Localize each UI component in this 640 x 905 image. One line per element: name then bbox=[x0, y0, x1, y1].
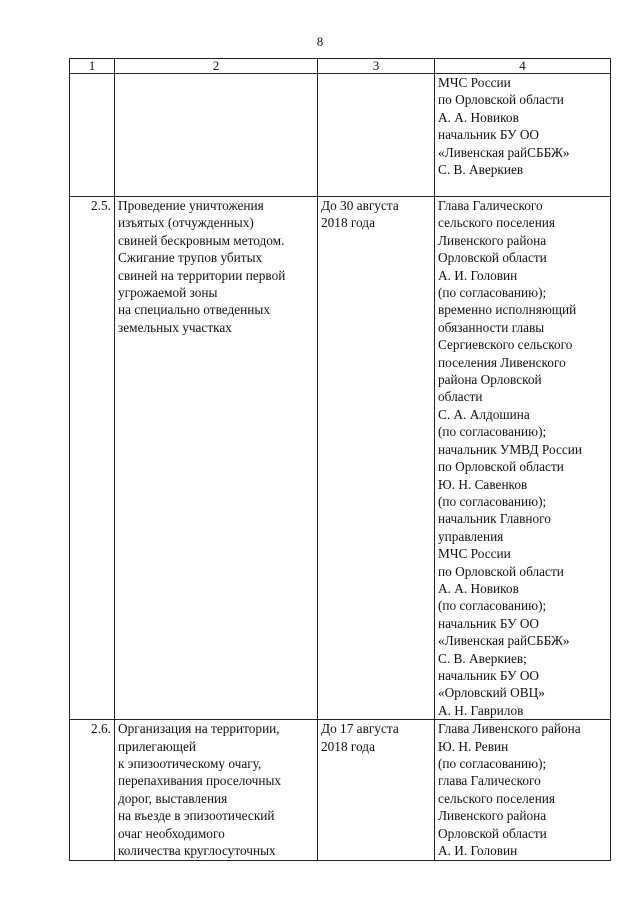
responsible-line: по Орловской области bbox=[438, 459, 564, 475]
table-row bbox=[70, 74, 611, 197]
measure-line: перепахивания проселочных bbox=[118, 773, 282, 789]
deadline-line: 2018 года bbox=[321, 738, 375, 754]
measure-line: количества круглосуточных bbox=[118, 843, 276, 859]
measures-table bbox=[69, 58, 611, 861]
responsible-line: глава Галического bbox=[438, 773, 541, 789]
deadline-cell bbox=[318, 74, 435, 197]
measure-line: свиней на территории первой bbox=[118, 267, 286, 283]
deadline-line: До 17 августа bbox=[321, 721, 399, 737]
measure-cell bbox=[115, 197, 318, 720]
responsible-line: «Ливенская райСББЖ» bbox=[438, 633, 570, 649]
responsible-line: А. И. Головин bbox=[438, 267, 518, 283]
responsible-line: по Орловской области bbox=[438, 563, 564, 579]
responsible-line: начальник УМВД России bbox=[438, 441, 582, 457]
responsible-line: Сергиевского сельского bbox=[438, 337, 573, 353]
deadline-cell bbox=[318, 720, 435, 861]
responsible-line: С. А. Алдошина bbox=[438, 406, 530, 422]
measure-line: дорог, выставления bbox=[118, 790, 228, 806]
responsible-line: Ливенского района bbox=[438, 808, 547, 824]
table-row bbox=[70, 720, 611, 861]
responsible-line: сельского поселения bbox=[438, 215, 556, 231]
row-number-cell: 2.6. bbox=[70, 720, 115, 861]
responsible-line: А. Н. Гаврилов bbox=[438, 702, 524, 718]
responsible-line: по Орловской области bbox=[438, 92, 564, 108]
responsible-cell bbox=[435, 197, 611, 720]
measure-line: угрожаемой зоны bbox=[118, 285, 218, 301]
responsible-line: Ю. Н. Савенков bbox=[438, 476, 528, 492]
responsible-line: «Орловский ОВЦ» bbox=[438, 685, 545, 701]
responsible-line: Ю. Н. Ревин bbox=[438, 738, 509, 754]
column-header: 3 bbox=[318, 59, 435, 74]
responsible-line: МЧС России bbox=[438, 546, 511, 562]
responsible-line: области bbox=[438, 389, 483, 405]
measure-line: Организация на территории, bbox=[118, 721, 280, 737]
responsible-line: «Ливенская райСББЖ» bbox=[438, 144, 570, 160]
responsible-line: начальник БУ ОО bbox=[438, 615, 540, 631]
responsible-line: временно исполняющий bbox=[438, 302, 577, 318]
measure-line: изъятых (отчужденных) bbox=[118, 215, 254, 231]
measure-line: на въезде в эпизоотический bbox=[118, 808, 275, 824]
page-number: 8 bbox=[316, 34, 324, 49]
measure-line: к эпизоотическому очагу, bbox=[118, 756, 262, 771]
responsible-line: (по согласованию); bbox=[438, 756, 547, 771]
measure-cell bbox=[115, 720, 318, 861]
responsible-line: А. А. Новиков bbox=[438, 109, 519, 125]
measure-cell bbox=[115, 74, 318, 197]
deadline-line: До 30 августа bbox=[321, 198, 399, 213]
responsible-line: начальник Главного bbox=[438, 511, 551, 527]
column-header: 2 bbox=[115, 59, 318, 74]
responsible-line: Орловской области bbox=[438, 250, 547, 266]
measure-line: земельных участках bbox=[118, 319, 232, 335]
responsible-line: начальник БУ ОО bbox=[438, 127, 540, 143]
measure-line: на специально отведенных bbox=[118, 302, 270, 318]
responsible-line: МЧС России bbox=[438, 75, 511, 90]
responsible-line: района Орловской bbox=[438, 372, 542, 388]
responsible-cell bbox=[435, 720, 611, 861]
responsible-line: С. В. Аверкиев bbox=[438, 162, 524, 178]
responsible-line: обязанности главы bbox=[438, 319, 545, 335]
responsible-line: (по согласованию); bbox=[438, 493, 547, 509]
row-number-cell: 2.5. bbox=[70, 197, 115, 720]
responsible-line: сельского поселения bbox=[438, 790, 556, 806]
responsible-cell bbox=[435, 74, 611, 197]
row-number-cell bbox=[70, 74, 115, 197]
column-header: 1 bbox=[70, 59, 115, 74]
table-header-row bbox=[70, 59, 611, 74]
responsible-line: А. И. Головин bbox=[438, 843, 518, 859]
responsible-line: (по согласованию); bbox=[438, 285, 547, 301]
responsible-line: управления bbox=[438, 528, 504, 544]
responsible-line: (по согласованию); bbox=[438, 598, 547, 614]
responsible-line: Орловской области bbox=[438, 825, 547, 841]
responsible-line: (по согласованию); bbox=[438, 424, 547, 440]
measure-line: очаг необходимого bbox=[118, 825, 225, 841]
responsible-line: поселения Ливенского bbox=[438, 354, 566, 370]
responsible-line: Глава Ливенского района bbox=[438, 721, 581, 737]
measure-line: Сжигание трупов убитых bbox=[118, 250, 263, 266]
measure-line: прилегающей bbox=[118, 738, 196, 754]
deadline-cell bbox=[318, 197, 435, 720]
measure-line: Проведение уничтожения bbox=[118, 198, 264, 213]
table-row bbox=[70, 197, 611, 720]
responsible-line: С. В. Аверкиев; bbox=[438, 650, 527, 666]
responsible-line: начальник БУ ОО bbox=[438, 667, 540, 683]
responsible-line: А. А. Новиков bbox=[438, 580, 519, 596]
responsible-line: Глава Галического bbox=[438, 198, 543, 213]
responsible-line: Ливенского района bbox=[438, 232, 547, 248]
deadline-line: 2018 года bbox=[321, 215, 375, 231]
column-header: 4 bbox=[435, 59, 611, 74]
measure-line: свиней бескровным методом. bbox=[118, 232, 285, 248]
